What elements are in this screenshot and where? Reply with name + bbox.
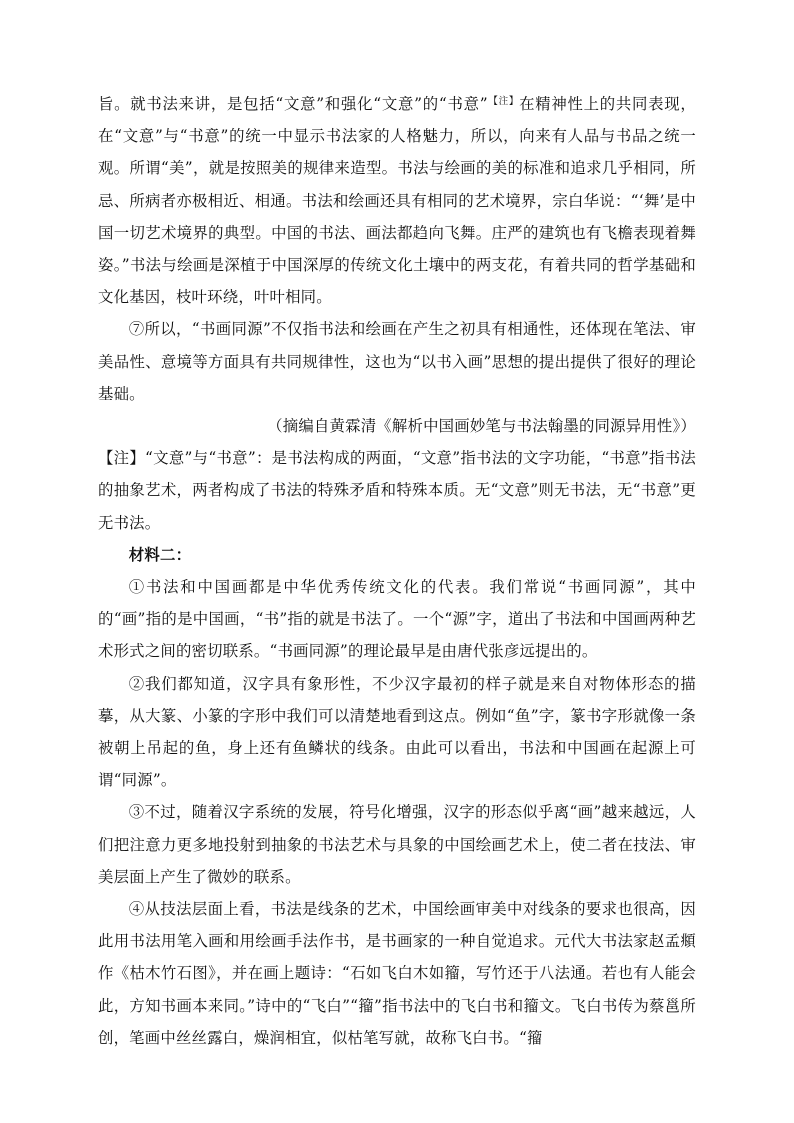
source-citation: （摘编自黄霖清《解析中国画妙笔与书法翰墨的同源异用性》） <box>267 417 696 436</box>
intro-text-part-1: 旨。就书法来讲，是包括“文意”和强化“文意”的“书意” <box>98 95 488 113</box>
footnote: 【注】“文意”与“书意”：是书法构成的两面，“文意”指书法的文字功能，“书意”指书法的抽象艺术，两者构成了书法的特殊矛盾和特殊本质。无“文意”则无书法，无“书意”更无书法。 <box>98 449 696 532</box>
material-2-paragraph-3: ③不过，随着汉字系统的发展，符号化增强，汉字的形态似乎离“画”越来越远，人们把注意力更多地投射到抽象的书法艺术与具象的中国绘画艺术上，使二者在技法、审美层面上产生了微妙的联系。 <box>98 803 696 886</box>
intro-text-part-2: 在精神性上的共同表现，在“文意”与“书意”的统一中显示书法家的人格魅力，所以，向来有人品与书品之统一观。所谓“美”，就是按照美的规律来造型。书法与绘画的美的标准和追求几乎相同，所忌、所病者亦极相近、相通。书法和绘画还具有相同的艺术境界，宗白华说：“‘舞’是中国一切艺术境界的典型。中国的书法、画法都趋向飞舞。庄严的建筑也有飞檐表现着舞姿。”书法与绘画是深植于中国深厚的传统文化土壤中的两支花，有着共同的哲学基础和文化基因，枝叶环绕，叶叶相同。 <box>98 95 697 307</box>
material-2-heading: 材料二： <box>128 545 192 564</box>
document-body <box>98 88 696 1054</box>
note-reference-mark: 【注】 <box>487 96 520 107</box>
material-2-paragraph-1: ①书法和中国画都是中华优秀传统文化的代表。我们常说“书画同源”，其中的“画”指的是中国画，“书”指的就是书法了。一个“源”字，道出了书法和中国画两种艺术形式之间的密切联系。“书画同源”的理论最早是由唐代张彦远提出的。 <box>98 578 696 661</box>
material-2-paragraph-2: ②我们都知道，汉字具有象形性，不少汉字最初的样子就是来自对物体形态的描摹，从大篆、小篆的字形中我们可以清楚地看到这点。例如“鱼”字，篆书字形就像一条被朝上吊起的鱼，身上还有鱼鳞状的线条。由此可以看出，书法和中国画在起源上可谓“同源”。 <box>98 674 696 790</box>
material-2-paragraph-4: ④从技法层面上看，书法是线条的艺术，中国绘画审美中对线条的要求也很高，因此用书法用笔入画和用绘画手法作书，是书画家的一种自觉追求。元代大书法家赵孟頫作《枯木竹石图》，并在画上题诗：“石如飞白木如籀，写竹还于八法通。若也有人能会此，方知书画本来同。”诗中的“飞白”“籀”指书法中的飞白书和籀文。飞白书传为蔡邕所创，笔画中丝丝露白，燥润相宜，似枯笔写就，故称飞白书。“籀 <box>98 900 696 1047</box>
intro-paragraph <box>98 88 696 313</box>
paragraph-7: ⑦所以，“书画同源”不仅指书法和绘画在产生之初具有相通性，还体现在笔法、审美品性、意境等方面具有共同规律性，这也为“以书入画”思想的提出提供了很好的理论基础。 <box>98 320 696 403</box>
